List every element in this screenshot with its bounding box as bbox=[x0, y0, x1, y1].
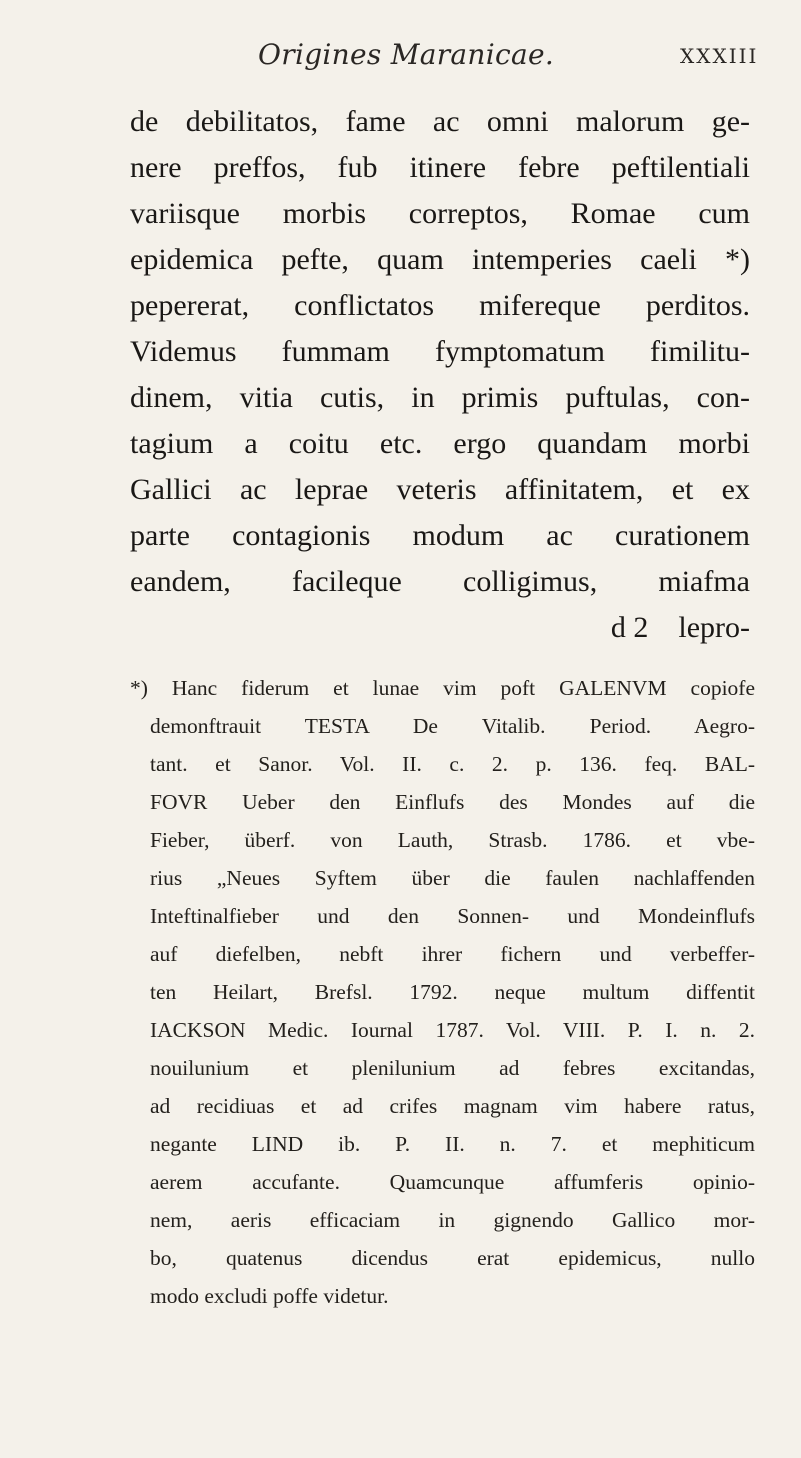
footnote-line: rius „Neues Syftem über die faulen nachlaffenden bbox=[150, 866, 755, 890]
main-text-line: nere preffos, fub itinere febre peftilentiali bbox=[130, 151, 750, 184]
footnote-line: ten Heilart, Brefsl. 1792. neque multum diffentit bbox=[150, 980, 755, 1004]
footnote-line: modo excludi poffe videtur. bbox=[150, 1284, 389, 1308]
main-text-line: de debilitatos, fame ac omni malorum ge- bbox=[130, 105, 750, 138]
main-text-line: Videmus fummam fymptomatum fimilitu- bbox=[130, 335, 750, 368]
footnote-line: bo, quatenus dicendus erat epidemicus, nullo bbox=[150, 1246, 755, 1270]
footnote-line: tant. et Sanor. Vol. II. c. 2. p. 136. feq. BAL- bbox=[150, 752, 755, 776]
footnote-line: Fieber, überf. von Lauth, Strasb. 1786. et vbe- bbox=[150, 828, 755, 852]
footnote-line: demonftrauit TESTA De Vitalib. Period. Aegro- bbox=[150, 714, 755, 738]
footnote-line: negante LIND ib. P. II. n. 7. et mephiticum bbox=[150, 1132, 755, 1156]
running-title: Origines Maranicae. bbox=[258, 38, 555, 71]
main-text-line: eandem, facileque colligimus, miafma bbox=[130, 565, 750, 598]
main-text-line: parte contagionis modum ac curationem bbox=[130, 519, 750, 552]
footnote-line: FOVR Ueber den Einflufs des Mondes auf die bbox=[150, 790, 755, 814]
main-text-line: epidemica pefte, quam intemperies caeli *) bbox=[130, 243, 750, 276]
main-text-line: Gallici ac leprae veteris affinitatem, et ex bbox=[130, 473, 750, 506]
signature-catchword-line: d 2 lepro- bbox=[610, 611, 750, 644]
footnote-line: *) Hanc fiderum et lunae vim poft GALENVM copiofe bbox=[130, 676, 755, 700]
main-text-line: tagium a coitu etc. ergo quandam morbi bbox=[130, 427, 750, 460]
footnote-line: ad recidiuas et ad crifes magnam vim habere ratus, bbox=[150, 1094, 755, 1118]
footnote-line: nouilunium et plenilunium ad febres excitandas, bbox=[150, 1056, 755, 1080]
footnote-line: nem, aeris efficaciam in gignendo Gallico mor- bbox=[150, 1208, 755, 1232]
footnote-line: aerem accufante. Quamcunque affumferis opinio- bbox=[150, 1170, 755, 1194]
footnote-line: Inteftinalfieber und den Sonnen- und Mondeinflufs bbox=[150, 904, 755, 928]
main-text-line: variisque morbis correptos, Romae cum bbox=[130, 197, 750, 230]
page-number: XXXIII bbox=[680, 44, 759, 68]
main-text-line: dinem, vitia cutis, in primis puftulas, con- bbox=[130, 381, 750, 414]
main-text-line: pepererat, conflictatos miferequе perditos. bbox=[130, 289, 750, 322]
footnote-line: IACKSON Medic. Iournal 1787. Vol. VIII. P. I. n. 2. bbox=[150, 1018, 755, 1042]
footnote-line: auf diefelben, nebft ihrer fichern und verbeffer- bbox=[150, 942, 755, 966]
running-head bbox=[0, 38, 801, 78]
